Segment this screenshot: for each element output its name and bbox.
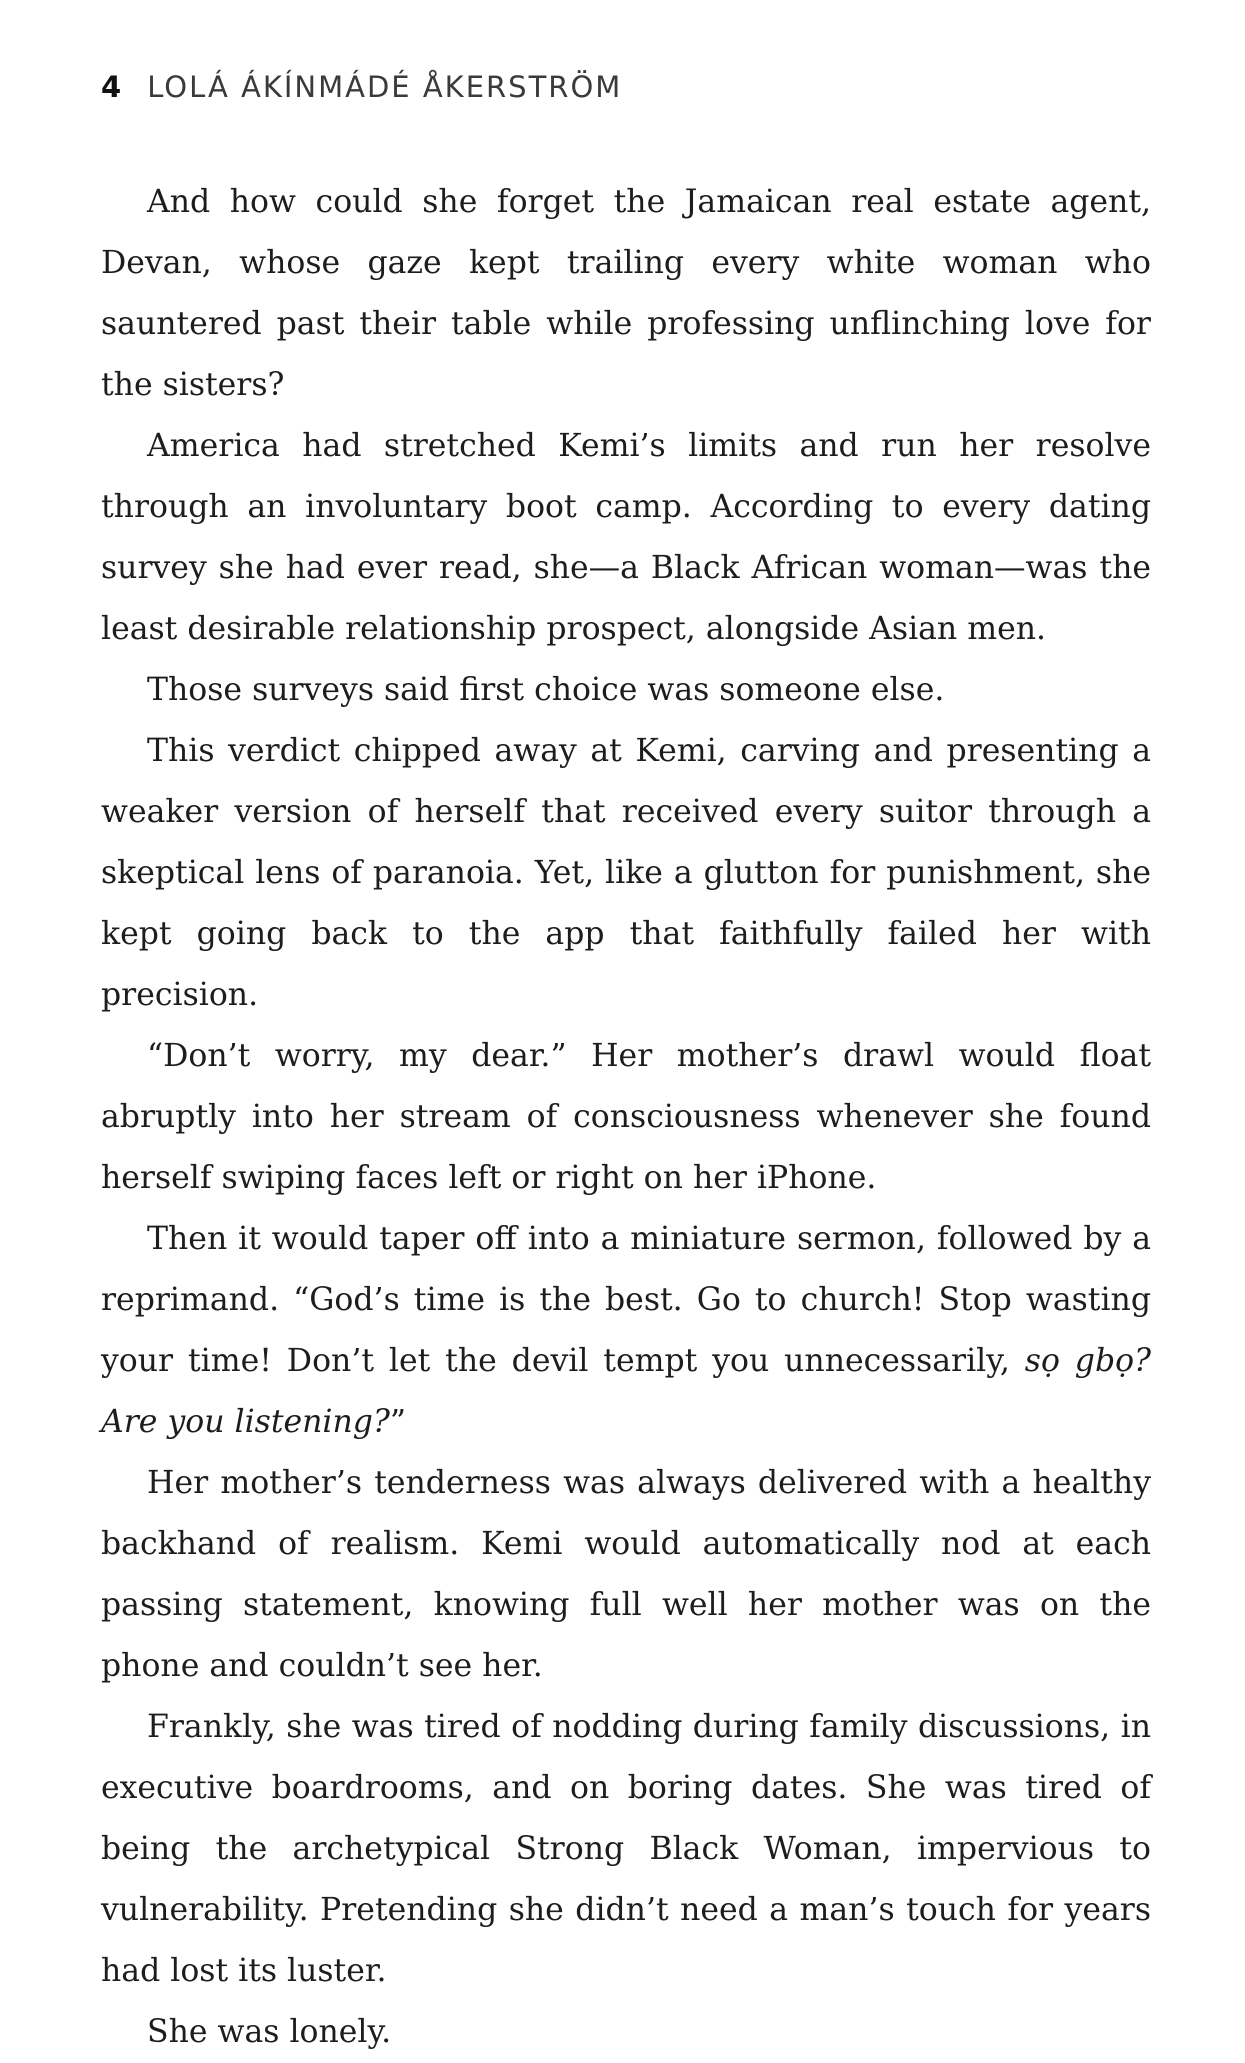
paragraph-6 — [101, 1209, 1151, 1453]
page-number: 4 — [101, 70, 124, 104]
paragraph-2: America had stretched Kemi’s limits and run her resolve through an involuntary boot camp. According to every dating survey she had ever read, she—a Black African woman—was the least desirable relationship prospect, alongside Asian men. — [101, 428, 1151, 647]
paragraph-9: She was lonely. — [147, 2014, 392, 2050]
running-head — [101, 70, 622, 104]
paragraph-6-italic: sọ gbọ? Are you listening? — [101, 1343, 1151, 1440]
paragraph-7: Her mother’s tenderness was always delivered with a healthy backhand of realism. Kemi would automatically nod at each passing statement, knowing full well her mother was on the phone and couldn’t see her. — [101, 1465, 1151, 1684]
paragraph-4: This verdict chipped away at Kemi, carving and presenting a weaker version of herself that received every suitor through a skeptical lens of paranoia. Yet, like a glutton for punishment, she kept going back to the app that faithfully failed her with precision. — [101, 733, 1151, 1013]
body-text — [101, 172, 1151, 2063]
paragraph-3: Those surveys said first choice was someone else. — [147, 672, 945, 708]
paragraph-6-close-quote: ” — [389, 1404, 406, 1440]
paragraph-5: “Don’t worry, my dear.” Her mother’s drawl would float abruptly into her stream of consciousness whenever she found herself swiping faces left or right on her iPhone. — [101, 1038, 1151, 1196]
paragraph-6-text: Then it would taper off into a miniature sermon, followed by a reprimand. “God’s time is the best. Go to church! Stop wasting your time! Don’t let the devil tempt you unnecessarily, — [101, 1221, 1151, 1379]
author-name: LOLÁ ÁKÍNMÁDÉ ÅKERSTRÖM — [147, 70, 623, 104]
paragraph-1: And how could she forget the Jamaican real estate agent, Devan, whose gaze kept trailing every white woman who sauntered past their table while professing unflinching love for the sisters? — [101, 184, 1151, 403]
paragraph-8: Frankly, she was tired of nodding during family discussions, in executive boardrooms, and on boring dates. She was tired of being the archetypical Strong Black Woman, impervious to vulnerability. Pretending she didn’t need a man’s touch for years had lost its luster. — [101, 1709, 1151, 1989]
